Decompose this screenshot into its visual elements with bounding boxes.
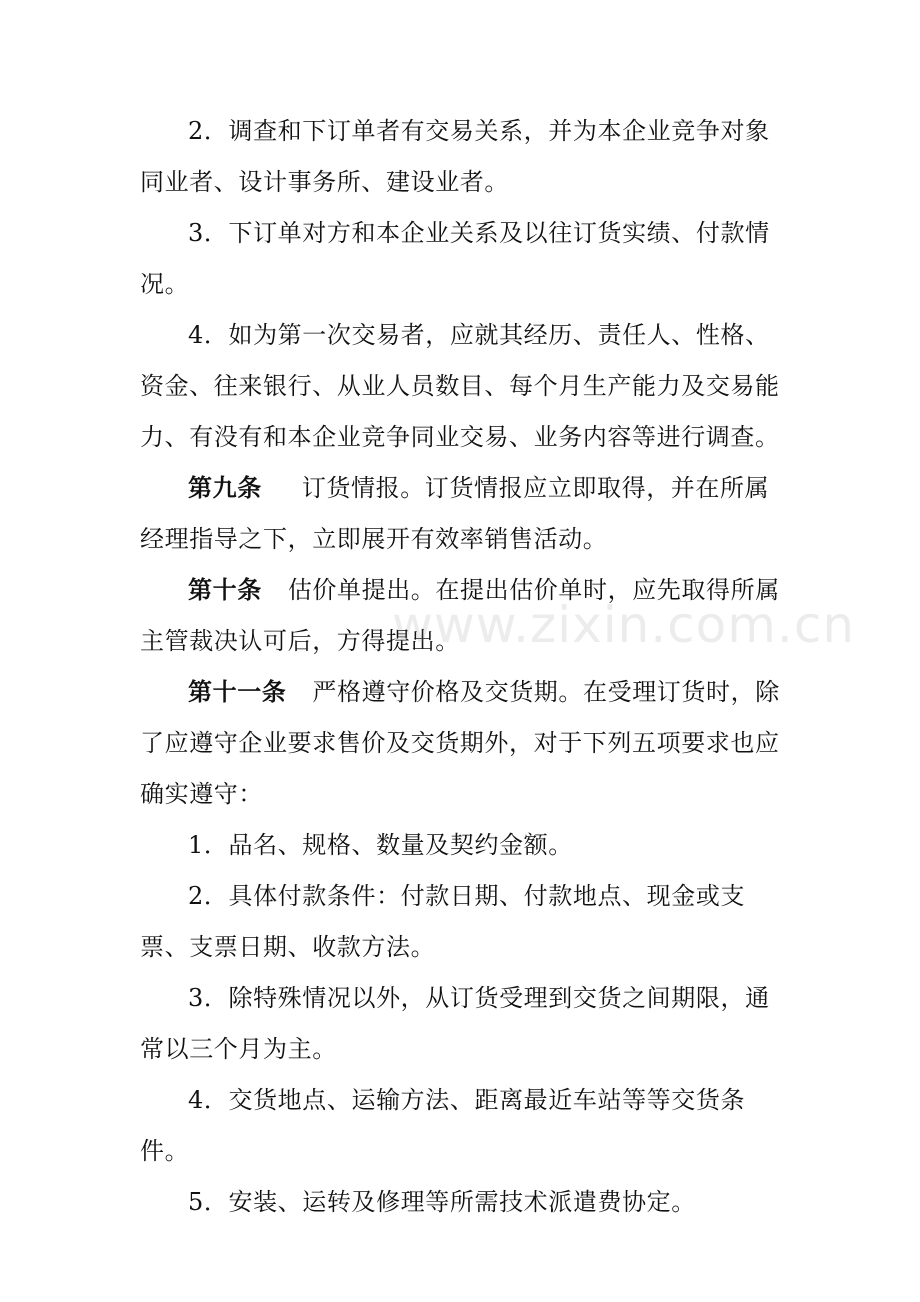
- article-9: [140, 463, 782, 565]
- paragraph-text: 1．品名、规格、数量及契约金额。: [188, 831, 573, 859]
- requirement-item-2: [140, 871, 782, 973]
- requirement-item-1: [140, 820, 782, 871]
- paragraph-item-2: [140, 106, 782, 208]
- requirement-item-5: [140, 1177, 782, 1228]
- article-number: 第十一条: [188, 678, 287, 706]
- paragraph-text: 2．调查和下订单者有交易关系，并为本企业竞争对象同业者、设计事务所、建设业者。: [140, 117, 770, 196]
- document-body: [140, 106, 782, 1228]
- paragraph-text: 5．安装、运转及修理等所需技术派遣费协定。: [188, 1188, 696, 1216]
- paragraph-item-3: [140, 208, 782, 310]
- paragraph-text: 3．下订单对方和本企业关系及以往订货实绩、付款情况。: [140, 219, 770, 298]
- article-text: 估价单提出。在提出估价单时，应先取得所属主管裁决认可后，方得提出。: [140, 576, 780, 655]
- paragraph-text: 3．除特殊情况以外，从订货受理到交货之间期限，通常以三个月为主。: [140, 984, 770, 1063]
- paragraph-text: 4．交货地点、运输方法、距离最近车站等等交货条件。: [140, 1086, 746, 1165]
- watermark: www.zixin.com.cn: [392, 596, 856, 654]
- article-text: 严格遵守价格及交货期。在受理订货时，除了应遵守企业要求售价及交货期外，对于下列五项要求也应确实遵守：: [140, 678, 780, 808]
- article-number: 第十条: [188, 576, 262, 604]
- requirement-item-4: [140, 1075, 782, 1177]
- article-10: [140, 565, 782, 667]
- paragraph-text: 4．如为第一次交易者，应就其经历、责任人、性格、资金、往来银行、从业人员数目、每个月生产能力及交易能力、有没有和本企业竞争同业交易、业务内容等进行调查。: [140, 321, 780, 451]
- paragraph-item-4: [140, 310, 782, 463]
- paragraph-text: 2．具体付款条件：付款日期、付款地点、现金或支票、支票日期、收款方法。: [140, 882, 746, 961]
- article-text: 订货情报。订货情报应立即取得，并在所属经理指导之下，立即展开有效率销售活动。: [140, 474, 770, 553]
- requirement-item-3: [140, 973, 782, 1075]
- article-11: [140, 667, 782, 820]
- article-number: 第九条: [188, 474, 262, 502]
